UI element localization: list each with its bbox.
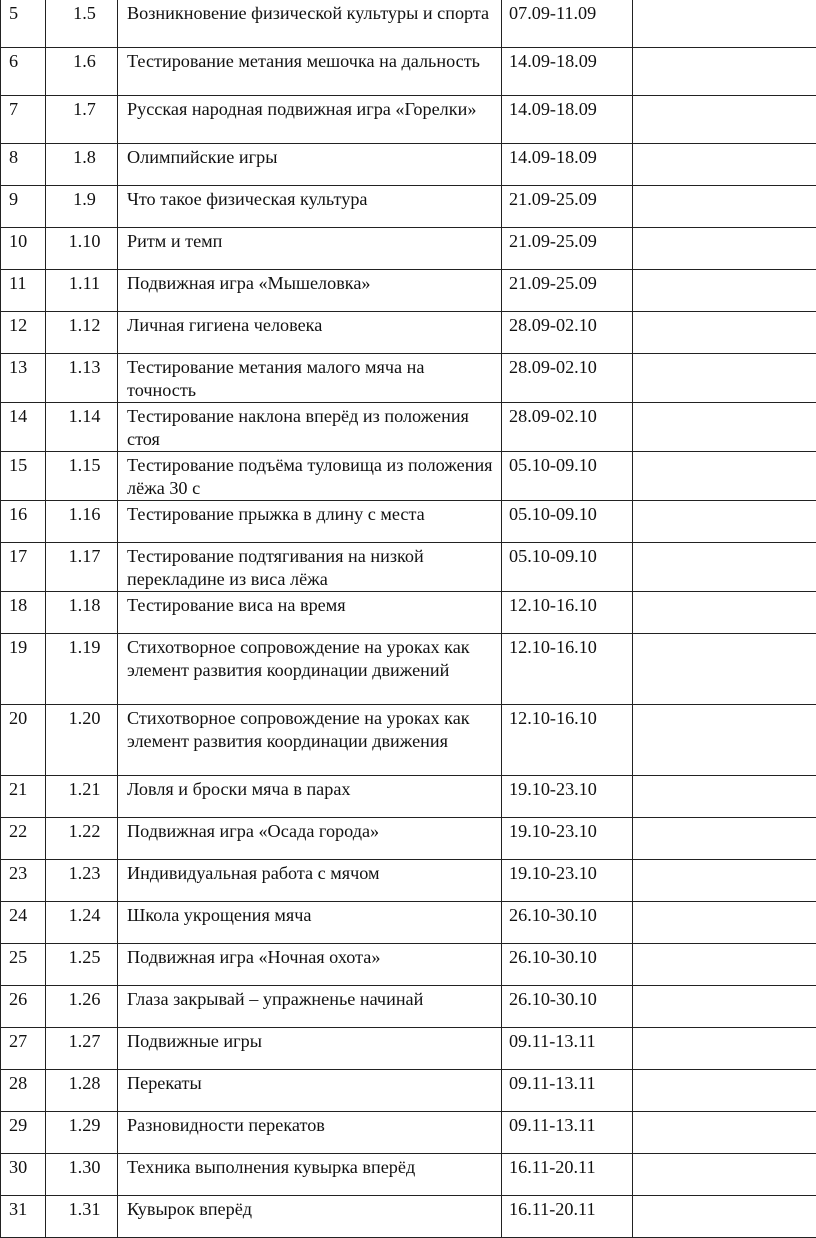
lesson-dates: 19.10-23.10 (502, 860, 633, 902)
lesson-note (633, 96, 816, 144)
lesson-code: 1.28 (46, 1070, 118, 1112)
lesson-note (633, 986, 816, 1028)
row-number: 22 (1, 818, 46, 860)
lesson-note (633, 1028, 816, 1070)
lesson-code: 1.12 (46, 312, 118, 354)
table-row (1, 96, 816, 144)
row-number: 27 (1, 1028, 46, 1070)
lesson-code: 1.6 (46, 48, 118, 96)
lesson-note (633, 634, 816, 705)
lesson-note (633, 1196, 816, 1238)
lesson-code: 1.26 (46, 986, 118, 1028)
lesson-dates: 12.10-16.10 (502, 592, 633, 634)
lesson-code: 1.23 (46, 860, 118, 902)
table-row (1, 818, 816, 860)
table-row (1, 452, 816, 501)
table-row (1, 776, 816, 818)
table-row (1, 986, 816, 1028)
lesson-code: 1.7 (46, 96, 118, 144)
lesson-note (633, 543, 816, 592)
table-row (1, 0, 816, 48)
row-number: 16 (1, 501, 46, 543)
row-number: 30 (1, 1154, 46, 1196)
lesson-note (633, 0, 816, 48)
lesson-topic: Личная гигиена человека (118, 312, 502, 354)
lesson-code: 1.9 (46, 186, 118, 228)
table-row (1, 1112, 816, 1154)
lesson-topic: Что такое физическая культура (118, 186, 502, 228)
lesson-code: 1.31 (46, 1196, 118, 1238)
lesson-note (633, 501, 816, 543)
row-number: 26 (1, 986, 46, 1028)
lesson-dates: 21.09-25.09 (502, 186, 633, 228)
lesson-topic: Стихотворное сопровождение на уроках как элемент развития координации движений (118, 634, 502, 705)
lesson-topic: Кувырок вперёд (118, 1196, 502, 1238)
lesson-topic: Индивидуальная работа с мячом (118, 860, 502, 902)
table-row (1, 1196, 816, 1238)
lesson-dates: 14.09-18.09 (502, 48, 633, 96)
row-number: 10 (1, 228, 46, 270)
table-row (1, 705, 816, 776)
lesson-code: 1.30 (46, 1154, 118, 1196)
lesson-topic: Тестирование метания малого мяча на точность (118, 354, 502, 403)
table-row (1, 860, 816, 902)
row-number: 11 (1, 270, 46, 312)
lesson-dates: 09.11-13.11 (502, 1028, 633, 1070)
row-number: 8 (1, 144, 46, 186)
row-number: 31 (1, 1196, 46, 1238)
lesson-note (633, 860, 816, 902)
lesson-code: 1.11 (46, 270, 118, 312)
lesson-topic: Ритм и темп (118, 228, 502, 270)
table-row (1, 1028, 816, 1070)
lesson-code: 1.8 (46, 144, 118, 186)
lesson-note (633, 354, 816, 403)
row-number: 24 (1, 902, 46, 944)
lesson-note (633, 186, 816, 228)
lesson-code: 1.25 (46, 944, 118, 986)
lesson-topic: Перекаты (118, 1070, 502, 1112)
lesson-topic: Тестирование подъёма туловища из положения лёжа 30 с (118, 452, 502, 501)
lesson-dates: 05.10-09.10 (502, 452, 633, 501)
lesson-dates: 14.09-18.09 (502, 96, 633, 144)
lesson-note (633, 48, 816, 96)
row-number: 28 (1, 1070, 46, 1112)
lesson-dates: 28.09-02.10 (502, 312, 633, 354)
lesson-dates: 26.10-30.10 (502, 986, 633, 1028)
lesson-note (633, 403, 816, 452)
lesson-note (633, 592, 816, 634)
lesson-topic: Тестирование метания мешочка на дальность (118, 48, 502, 96)
lesson-note (633, 270, 816, 312)
row-number: 9 (1, 186, 46, 228)
table-row (1, 186, 816, 228)
lesson-topic: Подвижные игры (118, 1028, 502, 1070)
row-number: 23 (1, 860, 46, 902)
row-number: 6 (1, 48, 46, 96)
lesson-code: 1.19 (46, 634, 118, 705)
table-row (1, 902, 816, 944)
table-row (1, 634, 816, 705)
lesson-topic: Возникновение физической культуры и спорта (118, 0, 502, 48)
lesson-code: 1.5 (46, 0, 118, 48)
lesson-dates: 28.09-02.10 (502, 354, 633, 403)
lesson-note (633, 776, 816, 818)
lesson-topic: Тестирование наклона вперёд из положения стоя (118, 403, 502, 452)
lesson-topic: Тестирование подтягивания на низкой перекладине из виса лёжа (118, 543, 502, 592)
row-number: 29 (1, 1112, 46, 1154)
lesson-note (633, 818, 816, 860)
lesson-code: 1.10 (46, 228, 118, 270)
lesson-dates: 05.10-09.10 (502, 543, 633, 592)
table-row (1, 270, 816, 312)
table-row (1, 501, 816, 543)
lesson-code: 1.18 (46, 592, 118, 634)
lesson-topic: Стихотворное сопровождение на уроках как элемент развития координации движения (118, 705, 502, 776)
lesson-code: 1.13 (46, 354, 118, 403)
lesson-topic: Тестирование прыжка в длину с места (118, 501, 502, 543)
lesson-dates: 28.09-02.10 (502, 403, 633, 452)
lesson-note (633, 1112, 816, 1154)
lesson-note (633, 452, 816, 501)
table-row (1, 543, 816, 592)
row-number: 7 (1, 96, 46, 144)
row-number: 21 (1, 776, 46, 818)
table-row (1, 48, 816, 96)
lesson-dates: 26.10-30.10 (502, 944, 633, 986)
row-number: 17 (1, 543, 46, 592)
lesson-topic: Разновидности перекатов (118, 1112, 502, 1154)
lesson-note (633, 705, 816, 776)
lesson-code: 1.21 (46, 776, 118, 818)
table-row (1, 1154, 816, 1196)
lesson-code: 1.24 (46, 902, 118, 944)
lesson-code: 1.14 (46, 403, 118, 452)
table-row (1, 1070, 816, 1112)
lesson-dates: 21.09-25.09 (502, 270, 633, 312)
lesson-note (633, 144, 816, 186)
lesson-topic: Школа укрощения мяча (118, 902, 502, 944)
lesson-dates: 19.10-23.10 (502, 818, 633, 860)
row-number: 13 (1, 354, 46, 403)
lesson-dates: 07.09-11.09 (502, 0, 633, 48)
lesson-topic: Подвижная игра «Ночная охота» (118, 944, 502, 986)
row-number: 18 (1, 592, 46, 634)
lesson-code: 1.20 (46, 705, 118, 776)
row-number: 14 (1, 403, 46, 452)
schedule-table-body (1, 0, 816, 1238)
table-row (1, 592, 816, 634)
table-row (1, 354, 816, 403)
lesson-topic: Ловля и броски мяча в парах (118, 776, 502, 818)
lesson-note (633, 944, 816, 986)
lesson-note (633, 228, 816, 270)
lesson-code: 1.15 (46, 452, 118, 501)
row-number: 5 (1, 0, 46, 48)
lesson-dates: 19.10-23.10 (502, 776, 633, 818)
table-row (1, 403, 816, 452)
lesson-topic: Подвижная игра «Мышеловка» (118, 270, 502, 312)
table-row (1, 228, 816, 270)
lesson-note (633, 1070, 816, 1112)
lesson-dates: 12.10-16.10 (502, 705, 633, 776)
lesson-note (633, 1154, 816, 1196)
lesson-topic: Русская народная подвижная игра «Горелки» (118, 96, 502, 144)
row-number: 12 (1, 312, 46, 354)
lesson-code: 1.17 (46, 543, 118, 592)
lesson-dates: 05.10-09.10 (502, 501, 633, 543)
lesson-dates: 21.09-25.09 (502, 228, 633, 270)
row-number: 19 (1, 634, 46, 705)
lesson-topic: Глаза закрывай – упражненье начинай (118, 986, 502, 1028)
lesson-topic: Олимпийские игры (118, 144, 502, 186)
lesson-note (633, 312, 816, 354)
lesson-code: 1.22 (46, 818, 118, 860)
lesson-note (633, 902, 816, 944)
lesson-dates: 26.10-30.10 (502, 902, 633, 944)
lesson-code: 1.29 (46, 1112, 118, 1154)
row-number: 20 (1, 705, 46, 776)
lesson-code: 1.27 (46, 1028, 118, 1070)
table-row (1, 312, 816, 354)
lesson-dates: 12.10-16.10 (502, 634, 633, 705)
lesson-code: 1.16 (46, 501, 118, 543)
lesson-dates: 14.09-18.09 (502, 144, 633, 186)
table-row (1, 944, 816, 986)
lesson-dates: 09.11-13.11 (502, 1070, 633, 1112)
lesson-topic: Подвижная игра «Осада города» (118, 818, 502, 860)
row-number: 25 (1, 944, 46, 986)
lesson-dates: 09.11-13.11 (502, 1112, 633, 1154)
table-row (1, 144, 816, 186)
lesson-topic: Тестирование виса на время (118, 592, 502, 634)
lesson-dates: 16.11-20.11 (502, 1196, 633, 1238)
lesson-topic: Техника выполнения кувырка вперёд (118, 1154, 502, 1196)
row-number: 15 (1, 452, 46, 501)
lesson-dates: 16.11-20.11 (502, 1154, 633, 1196)
